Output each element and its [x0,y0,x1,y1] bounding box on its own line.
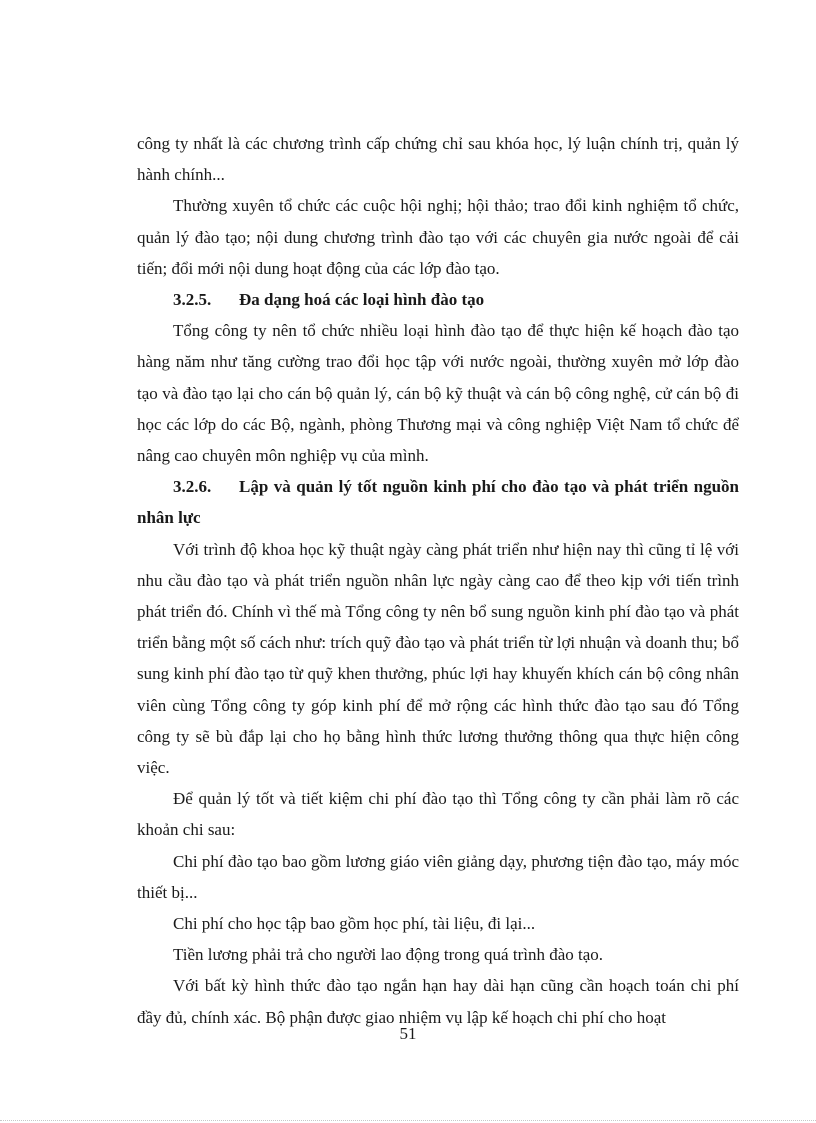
page-divider [0,1120,816,1121]
page-number: 51 [399,1024,417,1043]
body-paragraph: Chi phí cho học tập bao gồm học phí, tài liệu, đi lại... [173,914,536,934]
section-heading-3-2-5 [137,284,739,315]
body-paragraph: Chi phí đào tạo bao gồm lương giáo viên giảng dạy, phương tiện đào tạo, máy móc thiết bị... [137,851,739,902]
body-paragraph: Tổng công ty nên tổ chức nhiều loại hình đào tạo để thực hiện kế hoạch đào tạo hàng năm như tăng cường trao đổi học tập với nước ngoài, thường xuyên mở lớp đào tạo và đào tạo lại cho cán bộ quản lý, cán bộ kỹ thuật và cán bộ công nghệ, cử cán bộ đi học các lớp do các Bộ, ngành, phòng Thương mại và công nghiệp Việt Nam tổ chức để nâng cao chuyên môn nghiệp vụ của mình. [137,321,739,466]
body-paragraph: Tiền lương phải trả cho người lao động trong quá trình đào tạo. [173,945,604,965]
document-body [137,128,739,1033]
section-heading-3-2-6 [137,471,739,533]
section-number: 3.2.5. [173,290,212,310]
body-paragraph: Để quản lý tốt và tiết kiệm chi phí đào tạo thì Tổng công ty cần phải làm rõ các khoản chi sau: [137,789,739,840]
section-title: Lập và quản lý tốt nguồn kinh phí cho đào tạo và phát triển nguồn nhân lực [137,477,739,528]
body-paragraph: công ty nhất là các chương trình cấp chứng chỉ sau khóa học, lý luận chính trị, quản lý hành chính... [137,134,739,185]
body-paragraph: Thường xuyên tổ chức các cuộc hội nghị; hội thảo; trao đổi kinh nghiệm tổ chức, quản lý đào tạo; nội dung chương trình đào tạo với các chuyên gia nước ngoài để cải tiến; đổi mới nội dung hoạt động của các lớp đào tạo. [137,196,739,278]
section-number: 3.2.6. [173,477,212,497]
body-paragraph: Với trình độ khoa học kỹ thuật ngày càng phát triển như hiện nay thì cũng tỉ lệ với nhu cầu đào tạo và phát triển nguồn nhân lực ngày càng cao để theo kịp với tiến trình phát triển đó. Chính vì thế mà Tổng công ty nên bổ sung nguồn kinh phí đào tạo và phát triển bằng một số cách như: trích quỹ đào tạo và phát triển từ lợi nhuận và doanh thu; bổ sung kinh phí đào tạo từ quỹ khen thưởng, phúc lợi hay khuyến khích cán bộ công nhân viên cùng Tổng công ty góp kinh phí để mở rộng các hình thức đào tạo sau đó Tổng công ty sẽ bù đắp lại cho họ bằng hình thức lương thưởng thông qua thực hiện công việc. [137,539,739,778]
section-title: Đa dạng hoá các loại hình đào tạo [239,290,485,310]
body-paragraph: Với bất kỳ hình thức đào tạo ngắn hạn hay dài hạn cũng cần hoạch toán chi phí đầy đủ, chính xác. Bộ phận được giao nhiệm vụ lập kế hoạch chi phí cho hoạt [137,976,739,1027]
